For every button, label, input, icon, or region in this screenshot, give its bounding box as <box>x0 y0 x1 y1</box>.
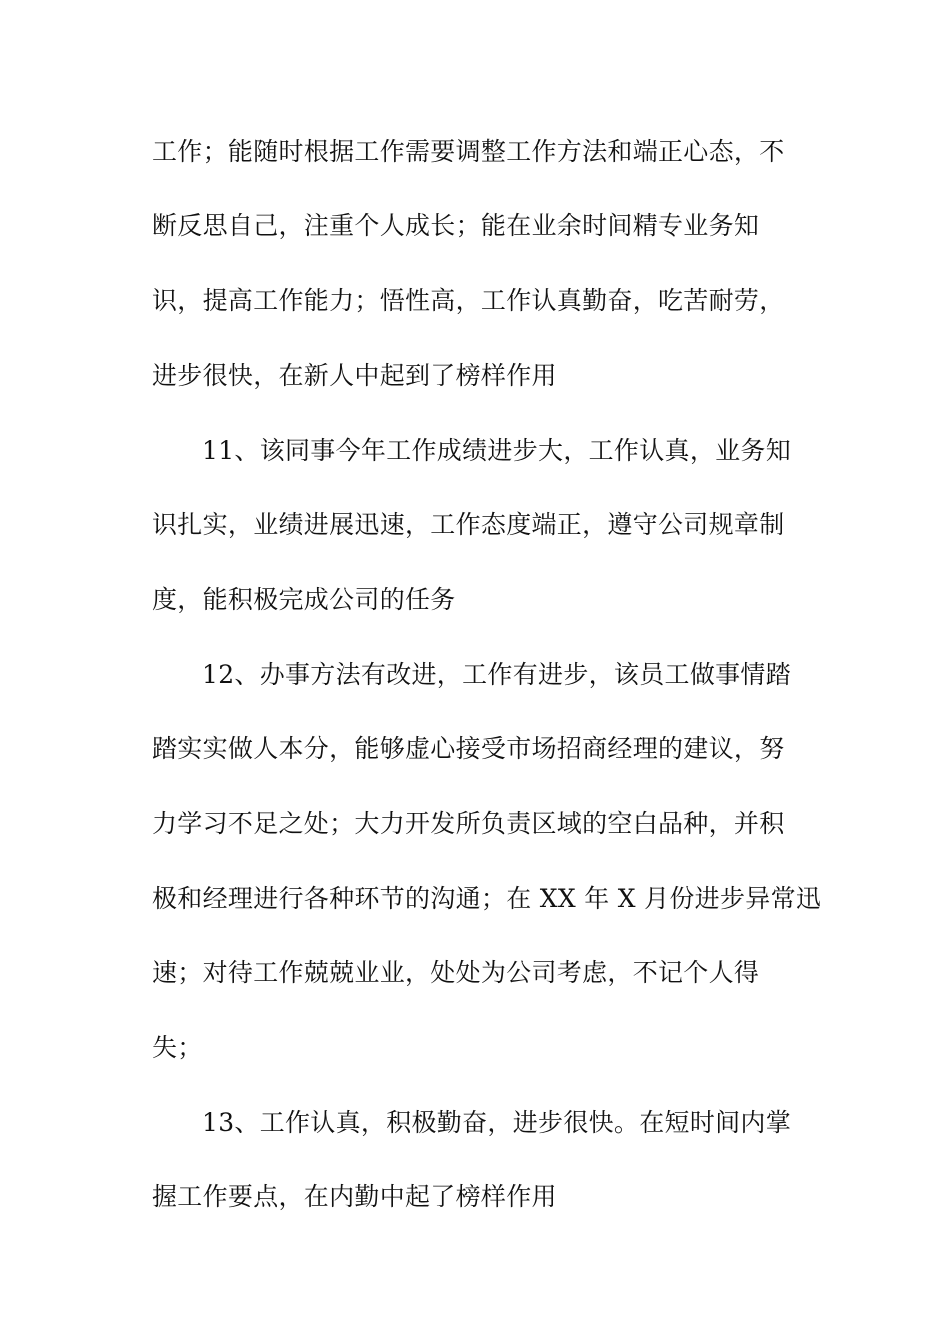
text-line: 速；对待工作兢兢业业，处处为公司考虑，不记个人得 <box>152 958 760 987</box>
text-line: 13、工作认真，积极勤奋，进步很快。在短时间内掌 <box>202 1108 792 1137</box>
text-line: 识扎实，业绩进展迅速，工作态度端正，遵守公司规章制 <box>152 510 785 539</box>
text-line: 踏实实做人本分，能够虚心接受市场招商经理的建议，努 <box>152 734 785 763</box>
text-line: 极和经理进行各种环节的沟通；在 XX 年 X 月份进步异常迅 <box>152 884 822 913</box>
text-line: 11、该同事今年工作成绩进步大，工作认真，业务知 <box>202 436 792 465</box>
text-line: 失； <box>152 1033 203 1062</box>
text-line: 12、办事方法有改进，工作有进步，该员工做事情踏 <box>202 660 792 689</box>
text-line: 握工作要点，在内勤中起了榜样作用 <box>152 1182 557 1211</box>
text-line: 工作；能随时根据工作需要调整工作方法和端正心态，不 <box>152 137 785 166</box>
text-line: 断反思自己，注重个人成长；能在业余时间精专业务知 <box>152 211 760 240</box>
text-line: 力学习不足之处；大力开发所负责区域的空白品种，并积 <box>152 809 785 838</box>
text-line: 识，提高工作能力；悟性高，工作认真勤奋，吃苦耐劳， <box>152 286 785 315</box>
text-line: 度，能积极完成公司的任务 <box>152 585 456 614</box>
text-line: 进步很快，在新人中起到了榜样作用 <box>152 361 557 390</box>
